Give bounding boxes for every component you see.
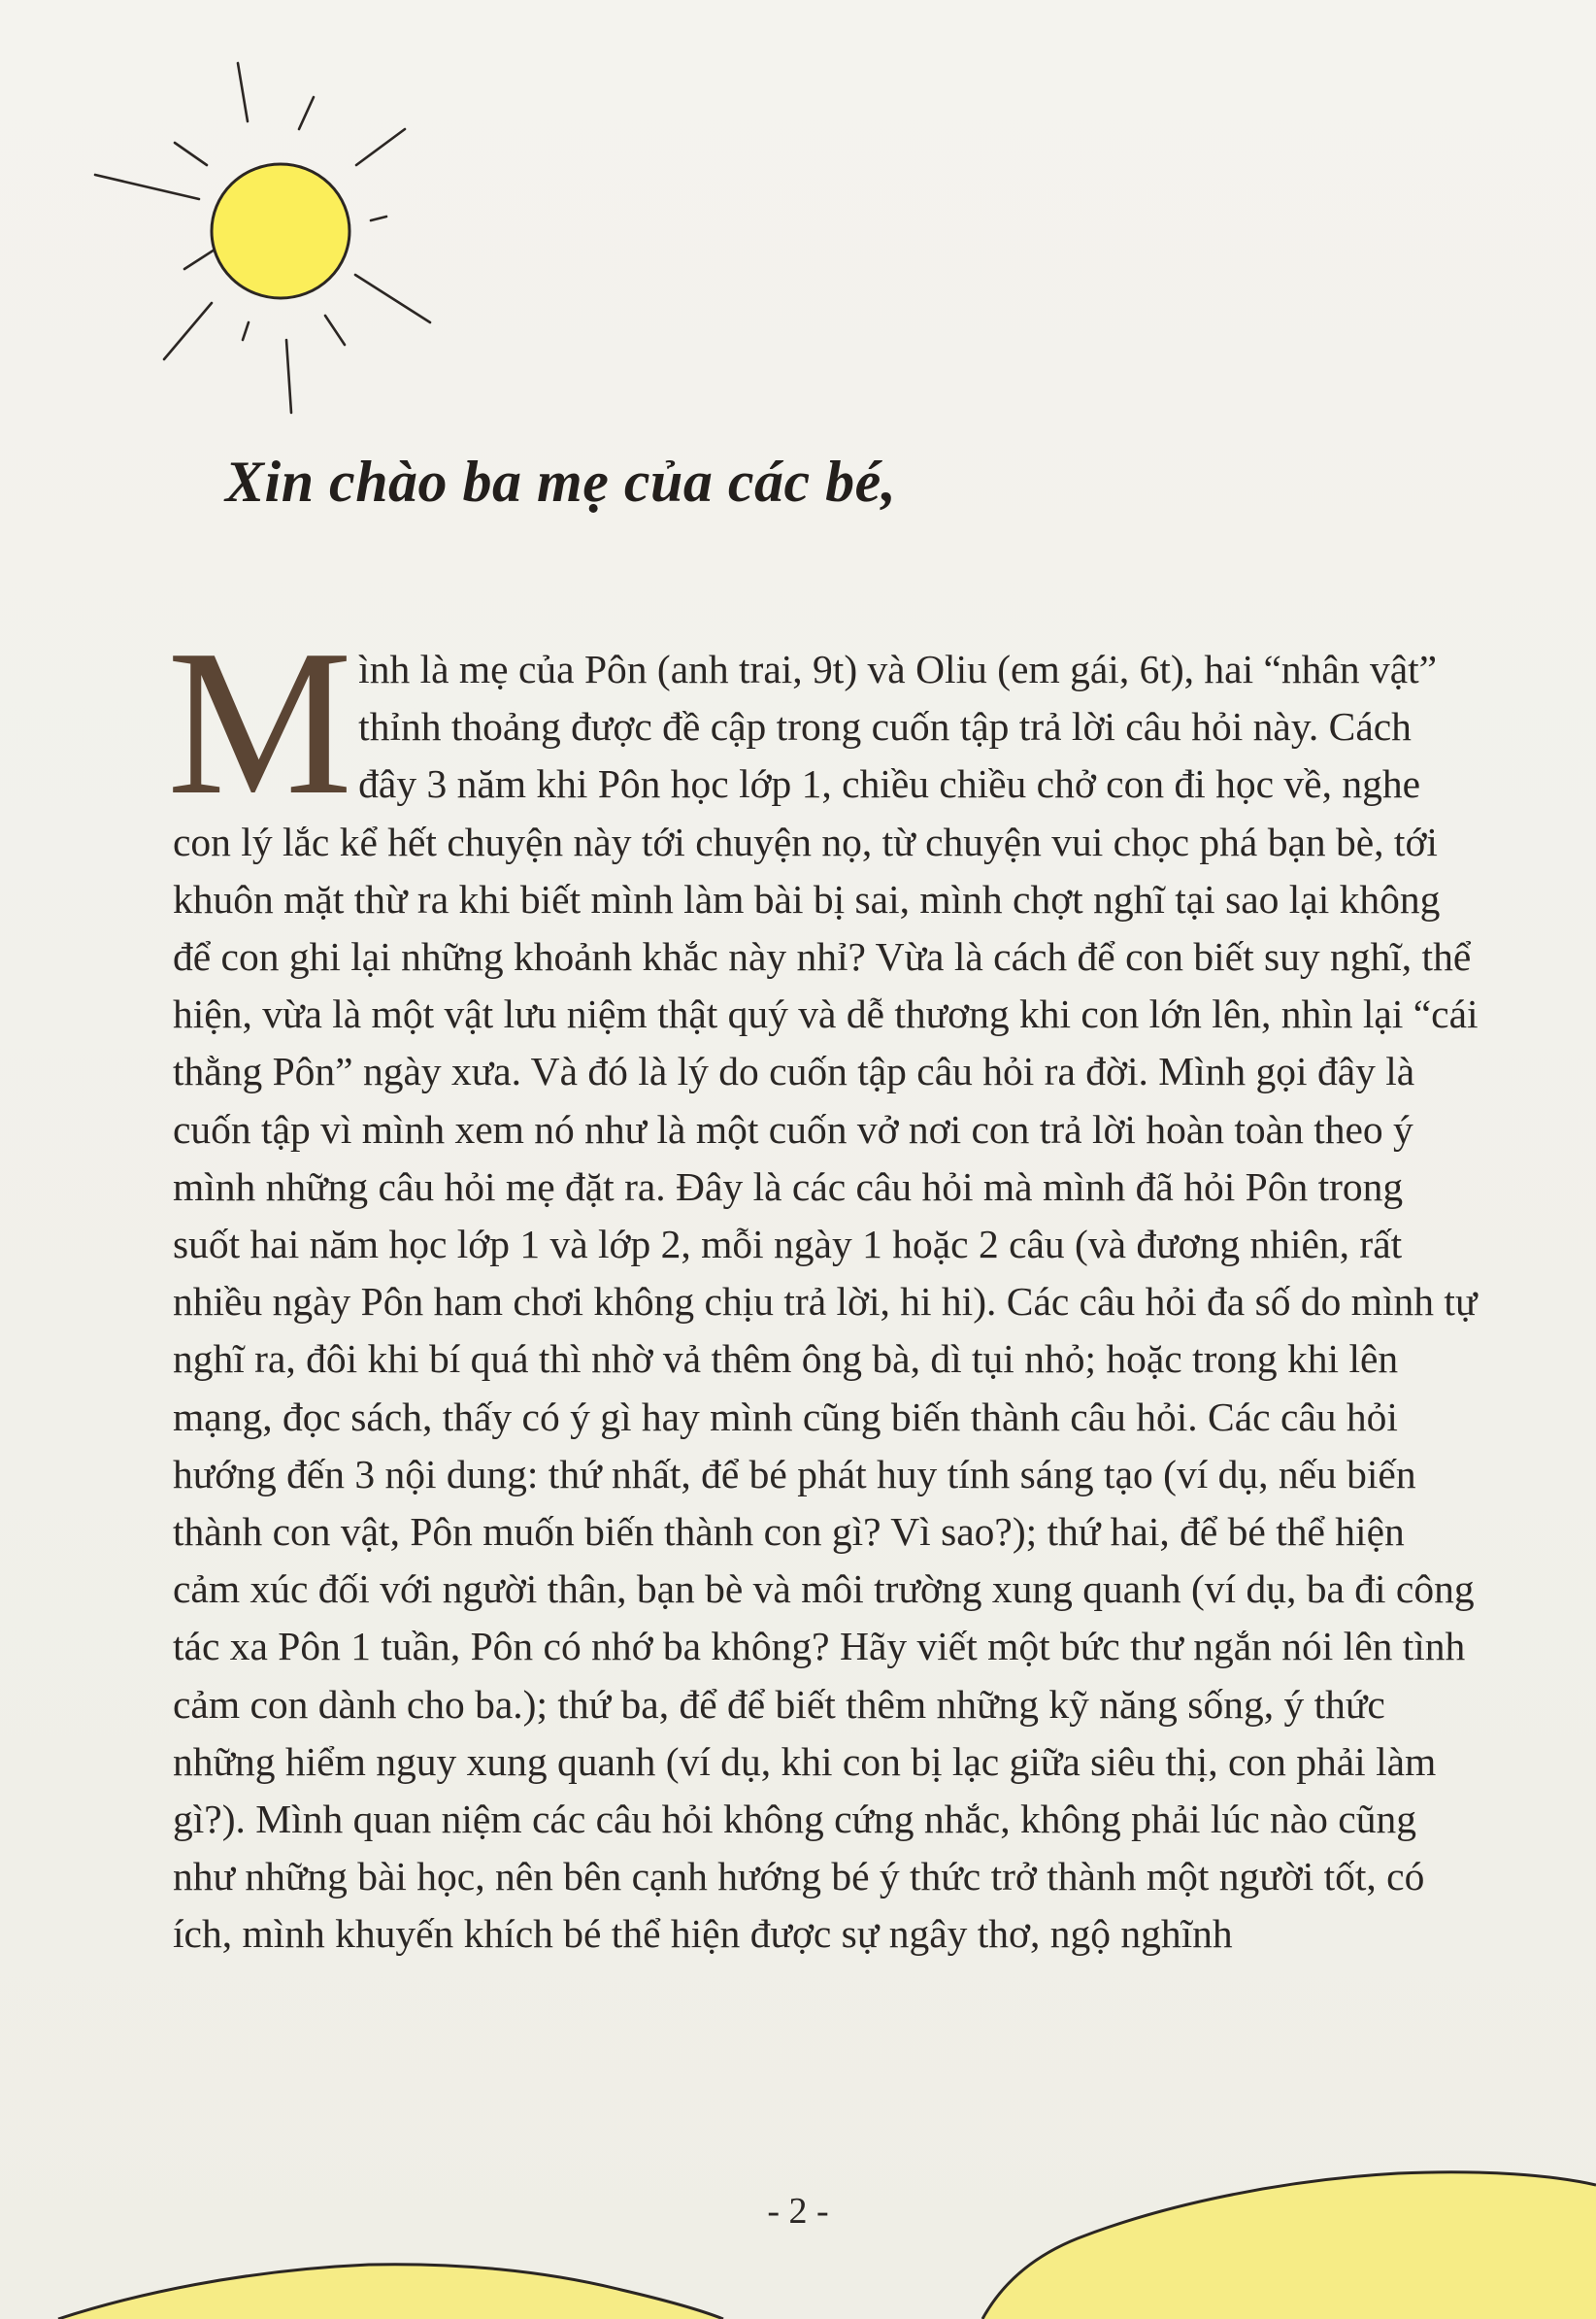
intro-paragraph [167, 606, 1479, 1964]
page-number: - 2 - [767, 2191, 829, 2232]
greeting-heading: Xin chào ba mẹ của các bé, [225, 450, 897, 514]
sun-icon [78, 53, 466, 422]
drop-cap: M [167, 606, 353, 838]
paragraph-text: ình là mẹ của Pôn (anh trai, 9t) và Oliu (em gái, 6t), hai “nhân vật” thỉnh thoảng được đề cập trong cuốn tập trả lời câu hỏi này. Cách đây 3 năm khi Pôn học lớp 1, chiều chiều chở con đi học về, nghe con lý lắc kể hết chuyện này tới chuyện nọ, từ chuyện vui chọc phá bạn bè, tới khuôn mặt thừ ra khi biết mình làm bài bị sai, mình chợt nghĩ tại sao lại không để con ghi lại những khoảnh khắc này nhỉ? Vừa là cách để con biết suy nghĩ, thể hiện, vừa là một vật lưu niệm thật quý và dễ thương khi con lớn lên, nhìn lại “cái thằng Pôn” ngày xưa. Và đó là lý do cuốn tập câu hỏi ra đời. Mình gọi đây là cuốn tập vì mình xem nó như là một cuốn vở nơi con trả lời hoàn toàn theo ý mình những câu hỏi mẹ đặt ra. Đây là các câu hỏi mà mình đã hỏi Pôn trong suốt hai năm học lớp 1 và lớp 2, mỗi ngày 1 hoặc 2 câu (và đương nhiên, rất nhiều ngày Pôn ham chơi không chịu trả lời, hi hi). Các câu hỏi đa số do mình tự nghĩ ra, đôi khi bí quá thì nhờ vả thêm ông bà, dì tụi nhỏ; hoặc trong khi lên mạng, đọc sách, thấy có ý gì hay mình cũng biến thành câu hỏi. Các câu hỏi hướng đến 3 nội dung: thứ nhất, để bé phát huy tính sáng tạo (ví dụ, nếu biến thành con vật, Pôn muốn biến thành con gì? Vì sao?); thứ hai, để bé thể hiện cảm xúc đối với người thân, bạn bè và môi trường xung quanh (ví dụ, ba đi công tác xa Pôn 1 tuần, Pôn có nhớ ba không? Hãy viết một bức thư ngắn nói lên tình cảm con dành cho ba.); thứ ba, để để biết thêm những kỹ năng sống, ý thức những hiểm nguy xung quanh (ví dụ, khi con bị lạc giữa siêu thị, con phải làm gì?). Mình quan niệm các câu hỏi không cứng nhắc, không phải lúc nào cũng như những bài học, nên bên cạnh hướng bé ý thức trở thành một người tốt, có ích, mình khuyến khích bé thể hiện được sự ngây thơ, ngộ nghĩnh [173, 647, 1479, 1957]
hills-illustration [0, 2039, 1596, 2319]
